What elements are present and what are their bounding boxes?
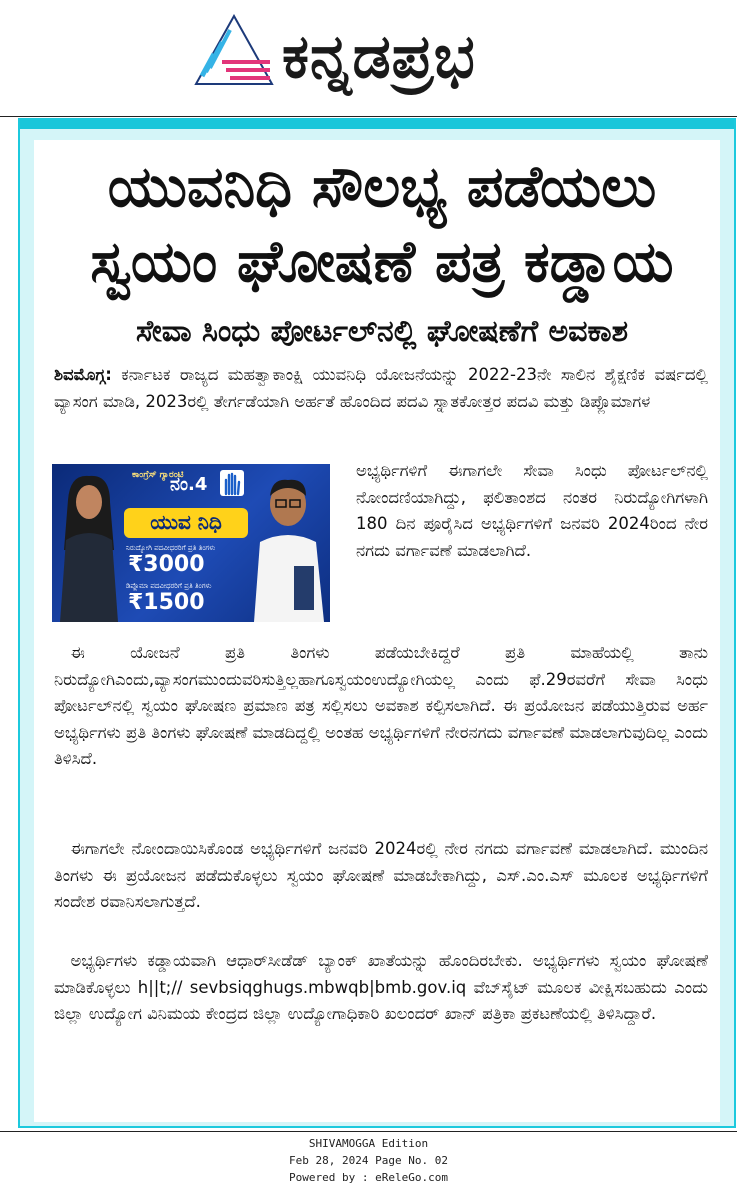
paragraph-3-text: ಈಗಾಗಲೇ ನೋಂದಾಯಿಸಿಕೊಂಡ ಅಭ್ಯರ್ಥಿಗಳಿಗೆ ಜನವರಿ 2024ರಲ್ಲಿ ನೇರ ನಗದು ವರ್ಗಾವಣೆ ಮಾಡಲಾಗಿದೆ. ಮುಂದಿನ ತಿಂಗಳು ಈ ಪ್ರಯೋಜನ ಪಡೆದುಕೊಳ್ಳಲು ಸ್ವಯಂ ಘೋಷಣೆ ಮಾಡಬೇಕಾಗಿದ್ದು, ಎಸ್.ಎಂ.ಎಸ್ ಮೂಲಕ ಅಭ್ಯರ್ಥಿಗಳಿಗೆ ಸಂದೇಶ ರವಾನಿಸಲಾಗುತ್ತದೆ. — [54, 839, 708, 911]
woman-figure-icon — [56, 470, 122, 622]
article-body — [34, 140, 720, 1122]
footer-date-page: Feb 28, 2024 Page No. 02 — [289, 1154, 448, 1167]
paragraph-2-text: ಈ ಯೋಜನೆ ಪ್ರತಿ ತಿಂಗಳು ಪಡೆಯಬೇಕಿದ್ದರೆ ಪ್ರತಿ ಮಾಹೆಯಲ್ಲಿ ತಾನು ನಿರುದ್ಯೋಗಿಎಂದು,ವ್ಯಾಸಂಗಮುಂದುವರಿಸುತ್ತಿಲ್ಲಹಾಗೂಸ್ವಯಂಉದ್ಯೋಗಿಯಲ್ಲ ಎಂದು ಫೆ.29ರವರೆಗೆ ಸೇವಾ ಸಿಂಧು ಪೋರ್ಟಲ್‌ನಲ್ಲಿ ಸ್ವಯಂ ಘೋಷಣ ಪ್ರಮಾಣ ಪತ್ರ ಸಲ್ಲಿಸಲು ಅವಕಾಶ ಕಲ್ಪಿಸಲಾಗಿದೆ. ಈ ಪ್ರಯೋಜನ ಪಡೆಯುತ್ತಿರುವ ಅರ್ಹ ಅಭ್ಯರ್ಥಿಗಳು ಪ್ರತಿ ತಿಂಗಳು ಘೋಷಣೆ ಮಾಡದಿದ್ದಲ್ಲಿ ಅಂತಹ ಅಭ್ಯರ್ಥಿಗಳಿಗೆ ನೇರನಗದು ವರ್ಗಾವಣೆ ಮಾಡಲಾಗುವುದಿಲ್ಲ ಎಂದು ತಿಳಿಸಿದೆ. — [54, 643, 708, 768]
paragraph-2 — [54, 640, 708, 773]
paragraph-1-top — [54, 362, 708, 415]
ad-top-text: ಕಾಂಗ್ರೆಸ್ ಗ್ಯಾರಂಟಿ — [132, 470, 184, 480]
paragraph-1-wrap: ಅಭ್ಯರ್ಥಿಗಳಿಗೆ ಈಗಾಗಲೇ ಸೇವಾ ಸಿಂಧು ಪೋರ್ಟಲ್‌ನಲ್ಲಿ ನೋಂದಣಿಯಾಗಿದ್ದು, ಫಲಿತಾಂಶದ ನಂತರ ನಿರುದ್ಯೋಗಿಗಳಾಗಿ 180 ದಿನ ಪೂರೈಸಿದ ಅಭ್ಯರ್ಥಿಗಳಿಗೆ ಜನವರಿ 2024ರಿಂದ ನೇರ ನಗದು ವರ್ಗಾವಣೆ ಮಾಡಲಾಗಿದೆ. — [356, 461, 708, 560]
paragraph-4 — [54, 948, 708, 1028]
ad-line-2: ಡಿಪ್ಲೊಮಾ ಪದವೀಧರರಿಗೆ ಪ್ರತಿ ತಿಂಗಳು — [126, 582, 212, 590]
headline-line-2: ಸ್ವಯಂ ಘೋಷಣೆ ಪತ್ರ ಕಡ್ಡಾಯ — [90, 229, 674, 295]
ad-amount-1: ₹3000 — [128, 552, 205, 577]
masthead — [0, 0, 737, 116]
article-subheadline: ಸೇವಾ ಸಿಂಧು ಪೋರ್ಟಲ್‌ನಲ್ಲಿ ಘೋಷಣೆಗೆ ಅವಕಾಶ — [135, 314, 629, 349]
paragraph-3 — [54, 836, 708, 916]
footer-powered-by: Powered by : eReleGo.com — [289, 1171, 448, 1184]
young-man-figure-icon — [248, 470, 328, 622]
article-clipping — [18, 118, 736, 1128]
ad-title: ಯುವ ನಿಧಿ — [150, 510, 222, 534]
page-footer — [0, 1135, 737, 1185]
article-headline — [52, 150, 712, 300]
masthead-title: ಕನ್ನಡಪ್ರಭ — [282, 22, 476, 92]
paragraph-4-text: ಅಭ್ಯರ್ಥಿಗಳು ಕಡ್ಡಾಯವಾಗಿ ಆಧಾರ್‌ಸೀಡೆಡ್ ಬ್ಯಾಂಕ್ ಖಾತೆಯನ್ನು ಹೊಂದಿರಬೇಕು. ಅಭ್ಯರ್ಥಿಗಳು ಸ್ವಯಂ ಘೋಷಣೆ ಮಾಡಿಕೊಳ್ಳಲು h||t;// sevbsiqghugs.mbwqb|bmb.gov.iq ವೆಬ್‌ಸೈಟ್ ಮೂಲಕ ವೀಕ್ಷಿಸಬಹುದು ಎಂದು ಜಿಲ್ಲಾ ಉದ್ಯೋಗ ವಿನಿಮಯ ಕೇಂದ್ರದ ಜಿಲ್ಲಾ ಉದ್ಯೋಗಾಧಿಕಾರಿ ಖಲಂದರ್ ಖಾನ್ ಪತ್ರಿಕಾ ಪ್ರಕಟಣೆಯಲ್ಲಿ ತಿಳಿಸಿದ್ದಾರೆ. — [54, 951, 708, 1023]
clipping-top-bar — [20, 120, 734, 129]
footer-edition: SHIVAMOGGA Edition — [308, 1137, 429, 1150]
yuvanidhi-ad-image — [52, 464, 330, 622]
hand-symbol-icon — [218, 468, 246, 498]
dateline: ಶಿವಮೊಗ್ಗ: — [54, 365, 112, 384]
kannadaprabha-logo-icon — [192, 14, 276, 88]
footer-divider — [0, 1131, 737, 1132]
ad-amount-2: ₹1500 — [128, 590, 205, 615]
masthead-divider — [0, 116, 737, 117]
ad-guarantee-number: ನಂ.4 — [170, 474, 208, 495]
ad-line-1: ನಿರುದ್ಯೋಗಿ ಪದವೀಧರರಿಗೆ ಪ್ರತಿ ತಿಂಗಳು — [126, 544, 216, 552]
headline-line-1: ಯುವನಿಧಿ ಸೌಲಭ್ಯ ಪಡೆಯಲು — [107, 154, 657, 220]
paragraph-1-text-a: ಕರ್ನಾಟಕ ರಾಜ್ಯದ ಮಹತ್ವಾಕಾಂಕ್ಷಿ ಯುವನಿಧಿ ಯೋಜನೆಯನ್ನು 2022-23ನೇ ಸಾಲಿನ ಶೈಕ್ಷಣಿಕ ವರ್ಷದಲ್ಲಿ ವ್ಯಾಸಂಗ ಮಾಡಿ, 2023ರಲ್ಲಿ ತೇರ್ಗಡೆಯಾಗಿ ಅರ್ಹತೆ ಹೊಂದಿದ ಪದವಿ ಸ್ನಾತಕೋತ್ತರ ಪದವಿ ಮತ್ತು ಡಿಪ್ಲೊಮಾಗಳ — [54, 365, 708, 411]
